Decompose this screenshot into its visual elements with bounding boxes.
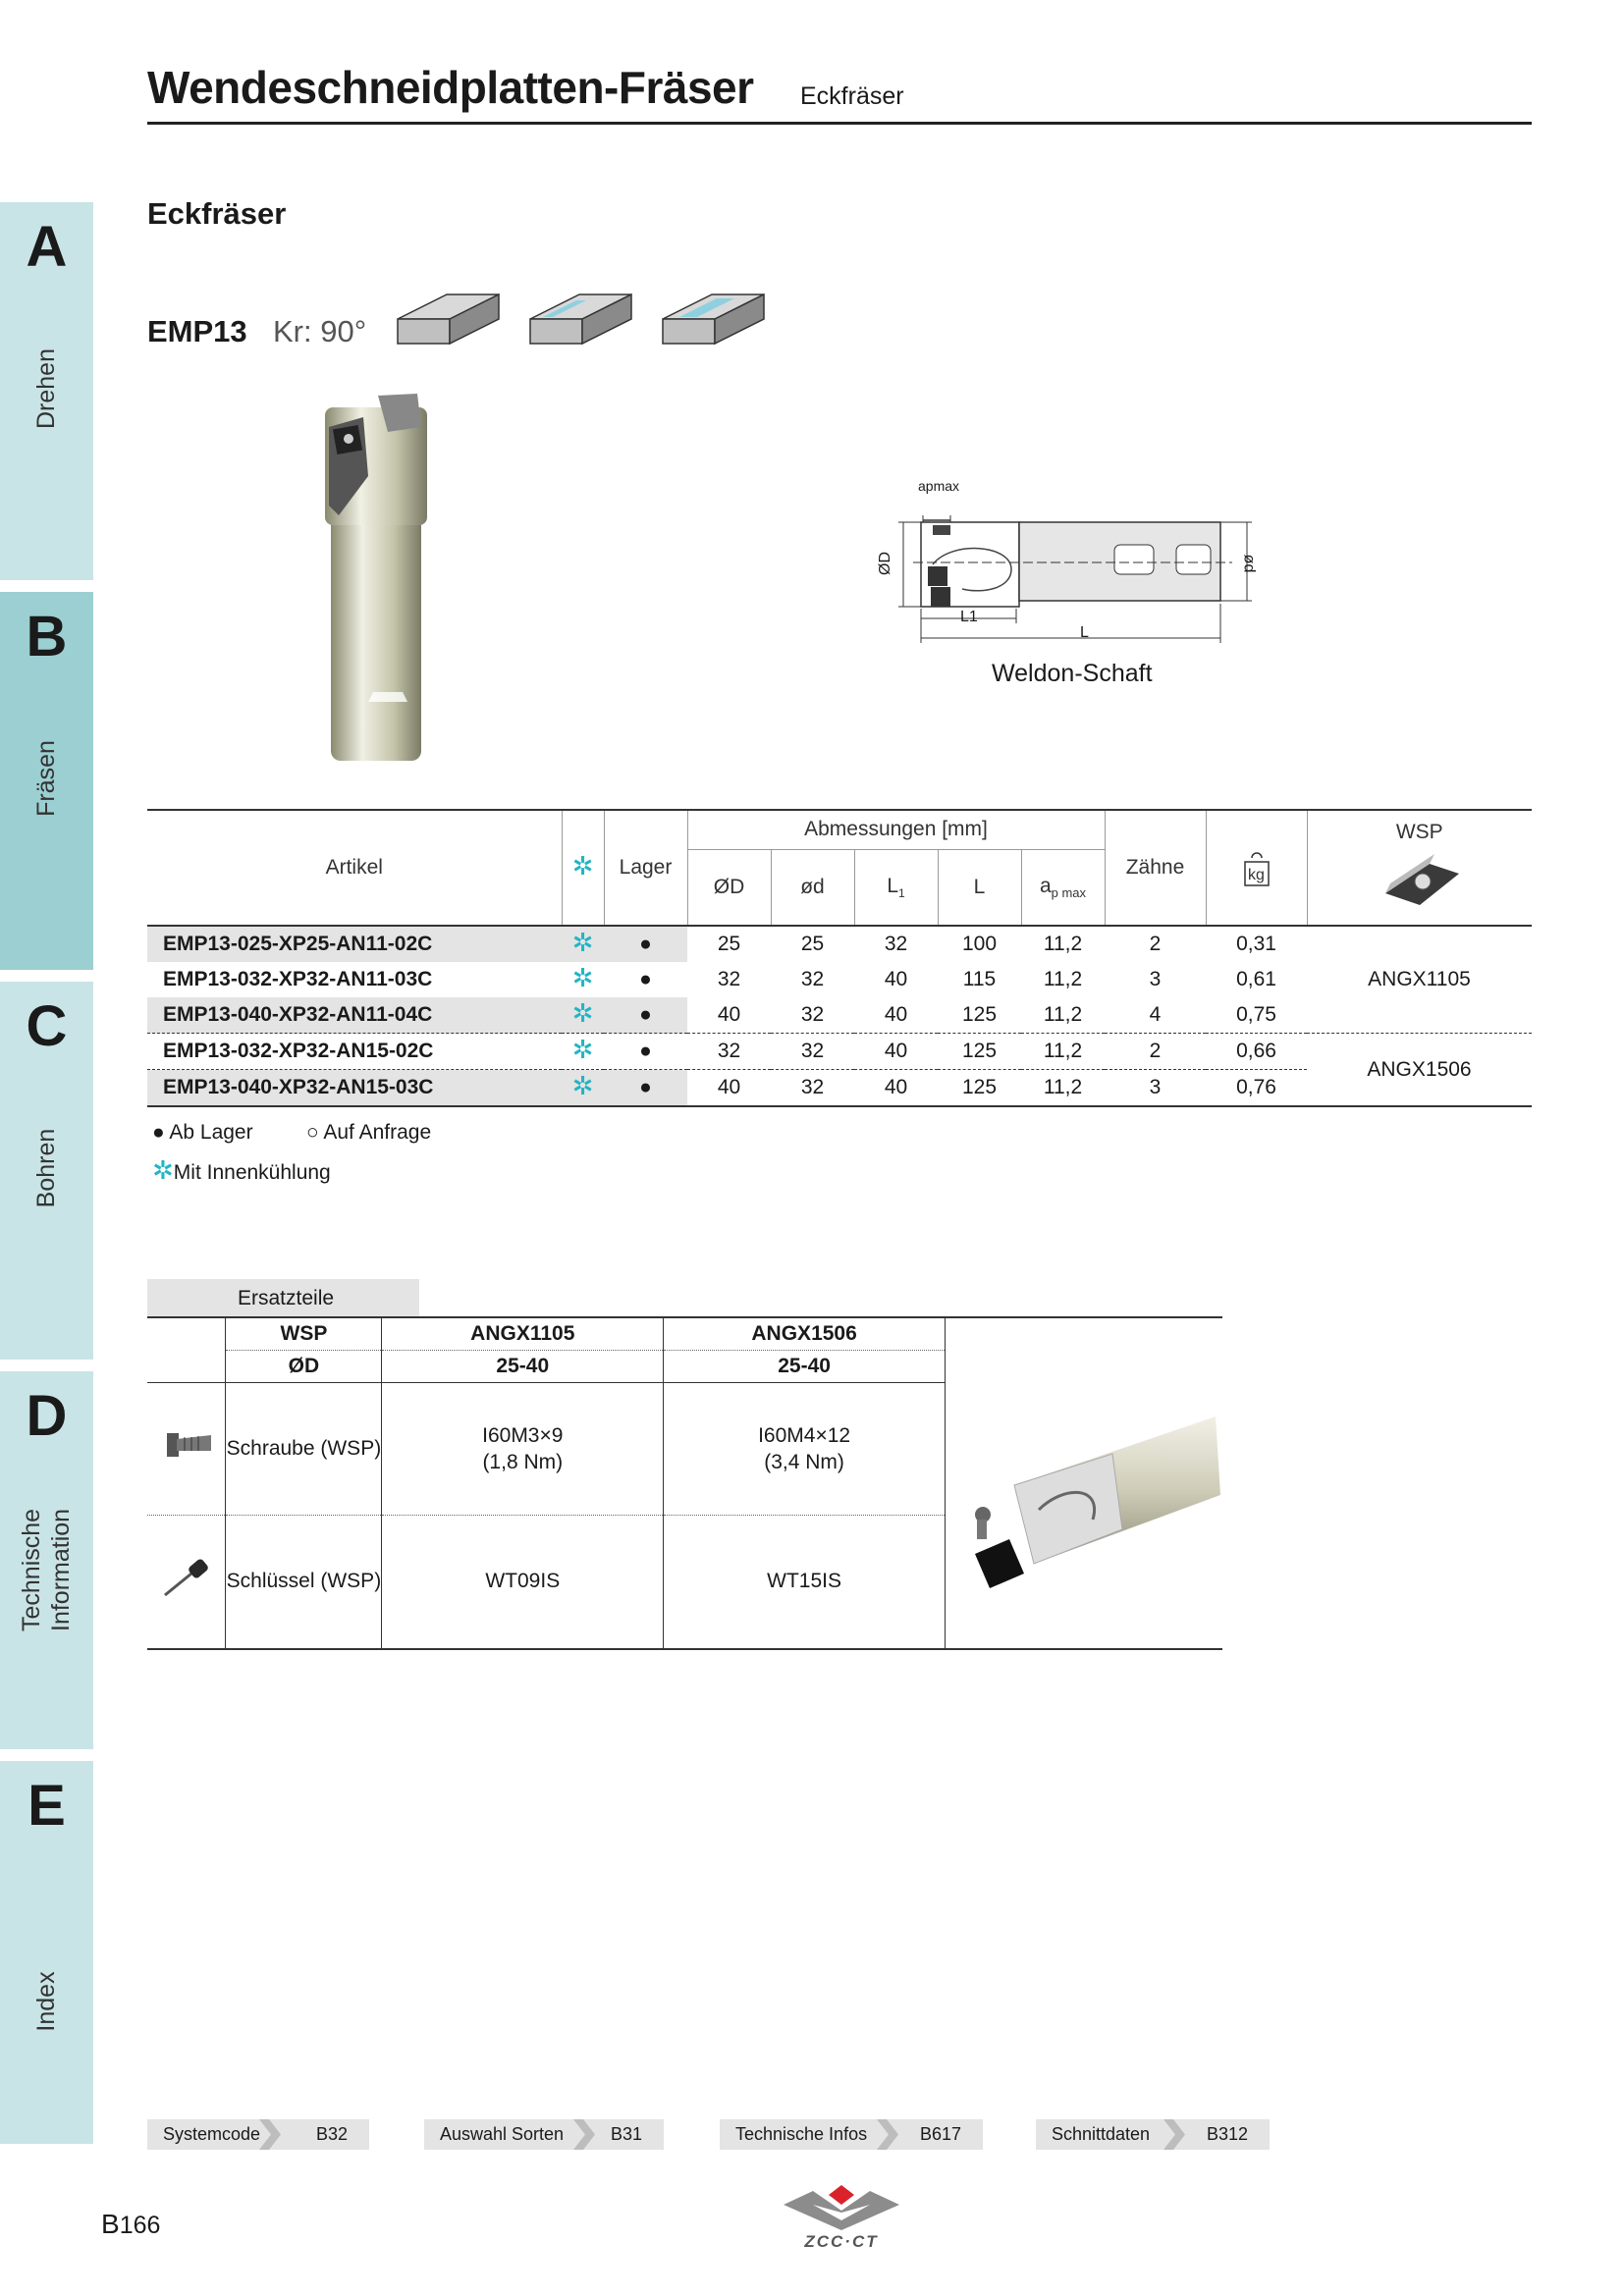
screw-icon bbox=[157, 1421, 216, 1470]
spare-parts-title: Ersatzteile bbox=[147, 1279, 419, 1316]
table-row: EMP13-040-XP32-AN11-04C ✲ ● 40 32 40 125 11,2 4 0,75 bbox=[147, 997, 1532, 1034]
ref-technische-infos[interactable]: Technische Infos B617 bbox=[720, 2119, 983, 2150]
tab-letter: D bbox=[26, 1384, 68, 1448]
screw-cell bbox=[147, 1383, 226, 1516]
product-kr-angle: Kr: 90° bbox=[273, 314, 367, 348]
coolant-icon: ✲ bbox=[152, 1155, 174, 1185]
chevron-right-icon bbox=[573, 2119, 595, 2150]
col-lager: Lager bbox=[604, 810, 687, 926]
spare-wsp-1: ANGX1105 bbox=[382, 1317, 664, 1350]
coolant-icon: ✲ bbox=[571, 1070, 594, 1100]
wsp-label: WSP bbox=[1395, 821, 1443, 843]
tab-label: Bohren bbox=[32, 1128, 60, 1208]
spare-photo-cell bbox=[945, 1317, 1222, 1649]
wsp-group-1: ANGX1105 bbox=[1368, 968, 1471, 990]
col-coolant bbox=[562, 810, 604, 926]
spare-wsp-label: WSP bbox=[226, 1317, 382, 1350]
section-title: Eckfräser bbox=[147, 196, 287, 231]
chevron-right-icon bbox=[1163, 2119, 1185, 2150]
slot-milling-icon bbox=[663, 294, 764, 344]
header-rule bbox=[147, 122, 1532, 125]
key-cell bbox=[147, 1515, 226, 1649]
insert-icon bbox=[1376, 844, 1464, 913]
page-title: Wendeschneidplatten-Fräser bbox=[147, 62, 754, 113]
tab-a-drehen[interactable] bbox=[0, 202, 93, 580]
product-table bbox=[147, 809, 1532, 1107]
end-mill-photo bbox=[319, 388, 447, 771]
col-D: ØD bbox=[687, 849, 771, 926]
coolant-icon: ✲ bbox=[571, 927, 594, 957]
tab-label: Technische Information bbox=[18, 1508, 75, 1631]
shoulder-milling-icon bbox=[398, 294, 499, 344]
ref-systemcode[interactable]: Systemcode B32 bbox=[147, 2119, 369, 2150]
tab-label: Fräsen bbox=[32, 740, 60, 817]
tab-letter: E bbox=[27, 1774, 66, 1838]
dim-dia-D: ØD bbox=[877, 552, 893, 575]
col-weight bbox=[1206, 810, 1307, 926]
chevron-right-icon bbox=[877, 2119, 898, 2150]
coolant-icon: ✲ bbox=[571, 1034, 594, 1064]
tab-b-fraesen[interactable] bbox=[0, 592, 93, 970]
spare-row-key: Schlüssel (WSP) WT09IS WT15IS bbox=[147, 1515, 1222, 1649]
dim-L: L bbox=[1080, 624, 1089, 641]
tab-letter: C bbox=[26, 994, 68, 1058]
col-artikel: Artikel bbox=[325, 856, 383, 879]
page-number: B166 bbox=[101, 2209, 161, 2239]
logo-text: ZCC·CT bbox=[804, 2232, 879, 2251]
tab-c-bohren[interactable] bbox=[0, 982, 93, 1360]
col-zaehne: Zähne bbox=[1105, 810, 1206, 926]
tab-label: Index bbox=[32, 1971, 60, 2032]
spare-parts-table bbox=[147, 1316, 1222, 1650]
dim-L1: L1 bbox=[960, 609, 978, 625]
coolant-icon: ✲ bbox=[571, 850, 594, 881]
dim-dia-d: ød bbox=[1240, 554, 1258, 573]
table-row: EMP13-025-XP25-AN11-02C ✲ ● 25 25 32 100 11,2 2 0,31 ANGX1105 bbox=[147, 926, 1532, 962]
col-abmessungen: Abmessungen [mm] bbox=[687, 810, 1105, 849]
col-ap: $a_{p max}$ bbox=[1021, 849, 1105, 926]
technical-drawing bbox=[864, 471, 1276, 658]
spare-d-label: ØD bbox=[226, 1350, 382, 1382]
legend-stock: ● Ab Lager bbox=[152, 1121, 253, 1144]
ref-schnittdaten[interactable]: Schnittdaten B312 bbox=[1036, 2119, 1270, 2150]
table-row: EMP13-032-XP32-AN11-03C ✲ ● 32 32 40 115 11,2 3 0,61 bbox=[163, 962, 1276, 992]
wsp-group-2: ANGX1506 bbox=[1367, 1057, 1472, 1081]
spare-row-screw: Schraube (WSP) I60M3×9 (1,8 Nm) I60M4×12 (3,4 Nm) bbox=[147, 1383, 1222, 1516]
tab-e-index[interactable] bbox=[0, 1761, 93, 2144]
spare-row-label: Schlüssel (WSP) bbox=[226, 1515, 382, 1649]
step-milling-icon bbox=[530, 294, 631, 344]
spare-d-2: 25-40 bbox=[664, 1350, 946, 1382]
col-L: L bbox=[938, 849, 1021, 926]
dim-ap-max: apmax bbox=[918, 478, 960, 494]
weight-label: kg bbox=[1248, 867, 1265, 883]
page-subtitle: Eckfräser bbox=[800, 82, 904, 110]
spare-d-1: 25-40 bbox=[382, 1350, 664, 1382]
legend-request: ○ Auf Anfrage bbox=[306, 1121, 432, 1144]
torx-key-icon bbox=[157, 1554, 216, 1603]
table-row: EMP13-032-XP32-AN15-02C ✲ ● 32 32 40 125 11,2 2 0,66 ANGX1506 bbox=[147, 1034, 1532, 1070]
chevron-right-icon bbox=[259, 2119, 281, 2150]
col-d: ød bbox=[771, 849, 854, 926]
col-wsp bbox=[1307, 810, 1532, 926]
tab-d-technische-information[interactable] bbox=[0, 1371, 93, 1749]
tab-letter: A bbox=[26, 215, 68, 279]
coolant-icon: ✲ bbox=[571, 997, 594, 1028]
spare-row-label: Schraube (WSP) bbox=[226, 1383, 382, 1516]
drawing-caption: Weldon-Schaft bbox=[992, 660, 1153, 687]
legend-coolant: ✲Mit Innenkühlung bbox=[152, 1155, 331, 1185]
ref-auswahl-sorten[interactable]: Auswahl Sorten B31 bbox=[424, 2119, 664, 2150]
table-row: EMP13-040-XP32-AN15-03C ✲ ● 40 32 40 125 11,2 3 0,76 bbox=[147, 1070, 1532, 1107]
col-L1: $L_1$ bbox=[854, 849, 938, 926]
machining-type-icons bbox=[393, 270, 766, 348]
coolant-icon: ✲ bbox=[571, 962, 594, 992]
assembly-photo bbox=[946, 1318, 1222, 1642]
tab-letter: B bbox=[26, 605, 68, 668]
spare-wsp-2: ANGX1506 bbox=[664, 1317, 946, 1350]
tab-label: Drehen bbox=[32, 348, 60, 429]
product-code: EMP13 bbox=[147, 314, 247, 348]
